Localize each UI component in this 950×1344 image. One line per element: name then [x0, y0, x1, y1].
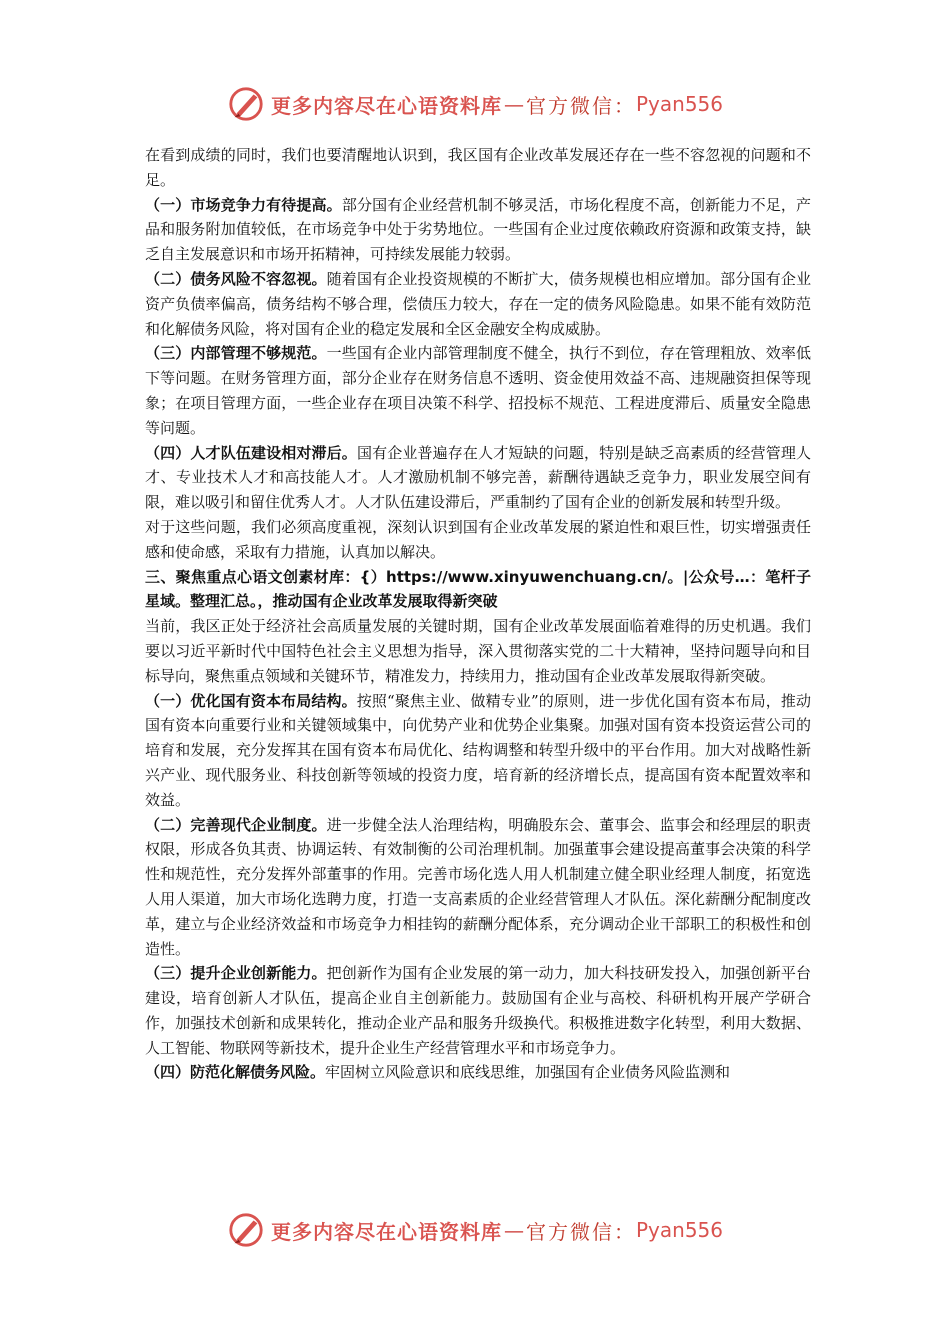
paragraph: （二）债务风险不容忽视。随着国有企业投资规模的不断扩大，债务规模也相应增加。部分国有企业资产负债率偏高，债务结构不够合理，偿债压力较大，存在一定的债务风险隐患。如果不能有效防范和化解债务风险，将对国有企业的稳定发展和全区金融安全构成威胁。 [145, 269, 811, 338]
banner-wechat-label: 官方微信： [525, 1219, 636, 1244]
banner-wechat-id: Pyan556 [635, 1218, 723, 1242]
banner-main-text: 更多内容尽在心语资料库 [270, 93, 502, 118]
paragraph: （三）内部管理不够规范。一些国有企业内部管理制度不健全，执行不到位，存在管理粗放、效率低下等问题。在财务管理方面，部分企业存在财务信息不透明、资金使用效益不高、违规融资担保等现象；在项目管理方面，一些企业存在项目决策不科学、招投标不规范、工程进度滞后、质量安全隐患等问题。 [145, 344, 811, 437]
banner-main-text: 更多内容尽在心语资料库 [270, 1219, 502, 1244]
banner-wechat-label: 官方微信： [525, 93, 636, 118]
paragraph: 在看到成绩的同时，我们也要清醒地认识到，我区国有企业改革发展还存在一些不容忽视的问题和不足。 [145, 146, 811, 189]
banner-wechat-id: Pyan556 [635, 92, 723, 116]
footer-banner [0, 1210, 950, 1250]
paragraph: （二）完善现代企业制度。进一步健全法人治理结构，明确股东会、董事会、监事会和经理层的职责权限，形成各负其责、协调运转、有效制衡的公司治理机制。加强董事会建设提高董事会决策的科学性和规范性，充分发挥外部董事的作用。完善市场化选人用人机制建立健全职业经理人制度，拓宽选人用人渠道，加大市场化选聘力度，打造一支高素质的企业经营管理人才队伍。深化薪酬分配制度改革，建立与企业经济效益和市场竞争力相挂钩的薪酬分配体系，充分调动企业干部职工的积极性和创造性。 [145, 815, 811, 958]
paragraph: （四）人才队伍建设相对滞后。国有企业普遍存在人才短缺的问题，特别是缺乏高素质的经营管理人才、专业技术人才和高技能人才。人才激励机制不够完善，薪酬待遇缺乏竞争力，职业发展空间有限，难以吸引和留住优秀人才。人才队伍建设滞后，严重制约了国有企业的创新发展和转型升级。 [145, 443, 811, 512]
paragraph: 对于这些问题，我们必须高度重视，深刻认识到国有企业改革发展的紧迫性和艰巨性，切实增强责任感和使命感，采取有力措施，认真加以解决。 [145, 517, 811, 561]
paragraph: （一）市场竞争力有待提高。部分国有企业经营机制不够灵活，市场化程度不高，创新能力不足，产品和服务附加值较低，在市场竞争中处于劣势地位。一些国有企业过度依赖政府资源和政策支持，缺乏自主发展意识和市场开拓精神，可持续发展能力较弱。 [145, 195, 811, 264]
paragraph: （四）防范化解债务风险。牢固树立风险意识和底线思维，加强国有企业债务风险监测和 [145, 1063, 731, 1082]
document-body [145, 143, 811, 1085]
banner-separator: — [503, 1218, 524, 1242]
banner-separator: — [503, 92, 524, 116]
pen-logo-icon [227, 1211, 265, 1249]
paragraph: （一）优化国有资本布局结构。按照“聚焦主业、做精专业”的原则，进一步优化国有资本布局，推动国有资本向重要行业和关键领域集中，向优势产业和优势企业集聚。加强对国有资本投资运营公司的培育和发展，充分发挥其在国有资本布局优化、结构调整和转型升级中的平台作用。加大对战略性新兴产业、现代服务业、科技创新等领域的投资力度，培育新的经济增长点，提高国有资本配置效率和效益。 [145, 691, 811, 809]
header-banner [0, 84, 950, 124]
section-title: 三、聚焦重点心语文创素材库：{）https://www.xinyuwenchuang.cn/。|公众号…：笔杆子星域。整理汇总。，推动国有企业改革发展取得新突破 [145, 567, 811, 611]
pen-logo-icon [227, 85, 265, 123]
paragraph: 当前，我区正处于经济社会高质量发展的关键时期，国有企业改革发展面临着难得的历史机遇。我们要以习近平新时代中国特色社会主义思想为指导，深入贯彻落实党的二十大精神，坚持问题导向和目标导向，聚焦重点领域和关键环节，精准发力，持续用力，推动国有企业改革发展取得新突破。 [145, 617, 811, 685]
paragraph: （三）提升企业创新能力。把创新作为国有企业发展的第一动力，加大科技研发投入，加强创新平台建设，培育创新人才队伍，提高企业自主创新能力。鼓励国有企业与高校、科研机构开展产学研合作，加强技术创新和成果转化，推动企业产品和服务升级换代。积极推进数字化转型，利用大数据、人工智能、物联网等新技术，提升企业生产经营管理水平和市场竞争力。 [145, 964, 811, 1057]
